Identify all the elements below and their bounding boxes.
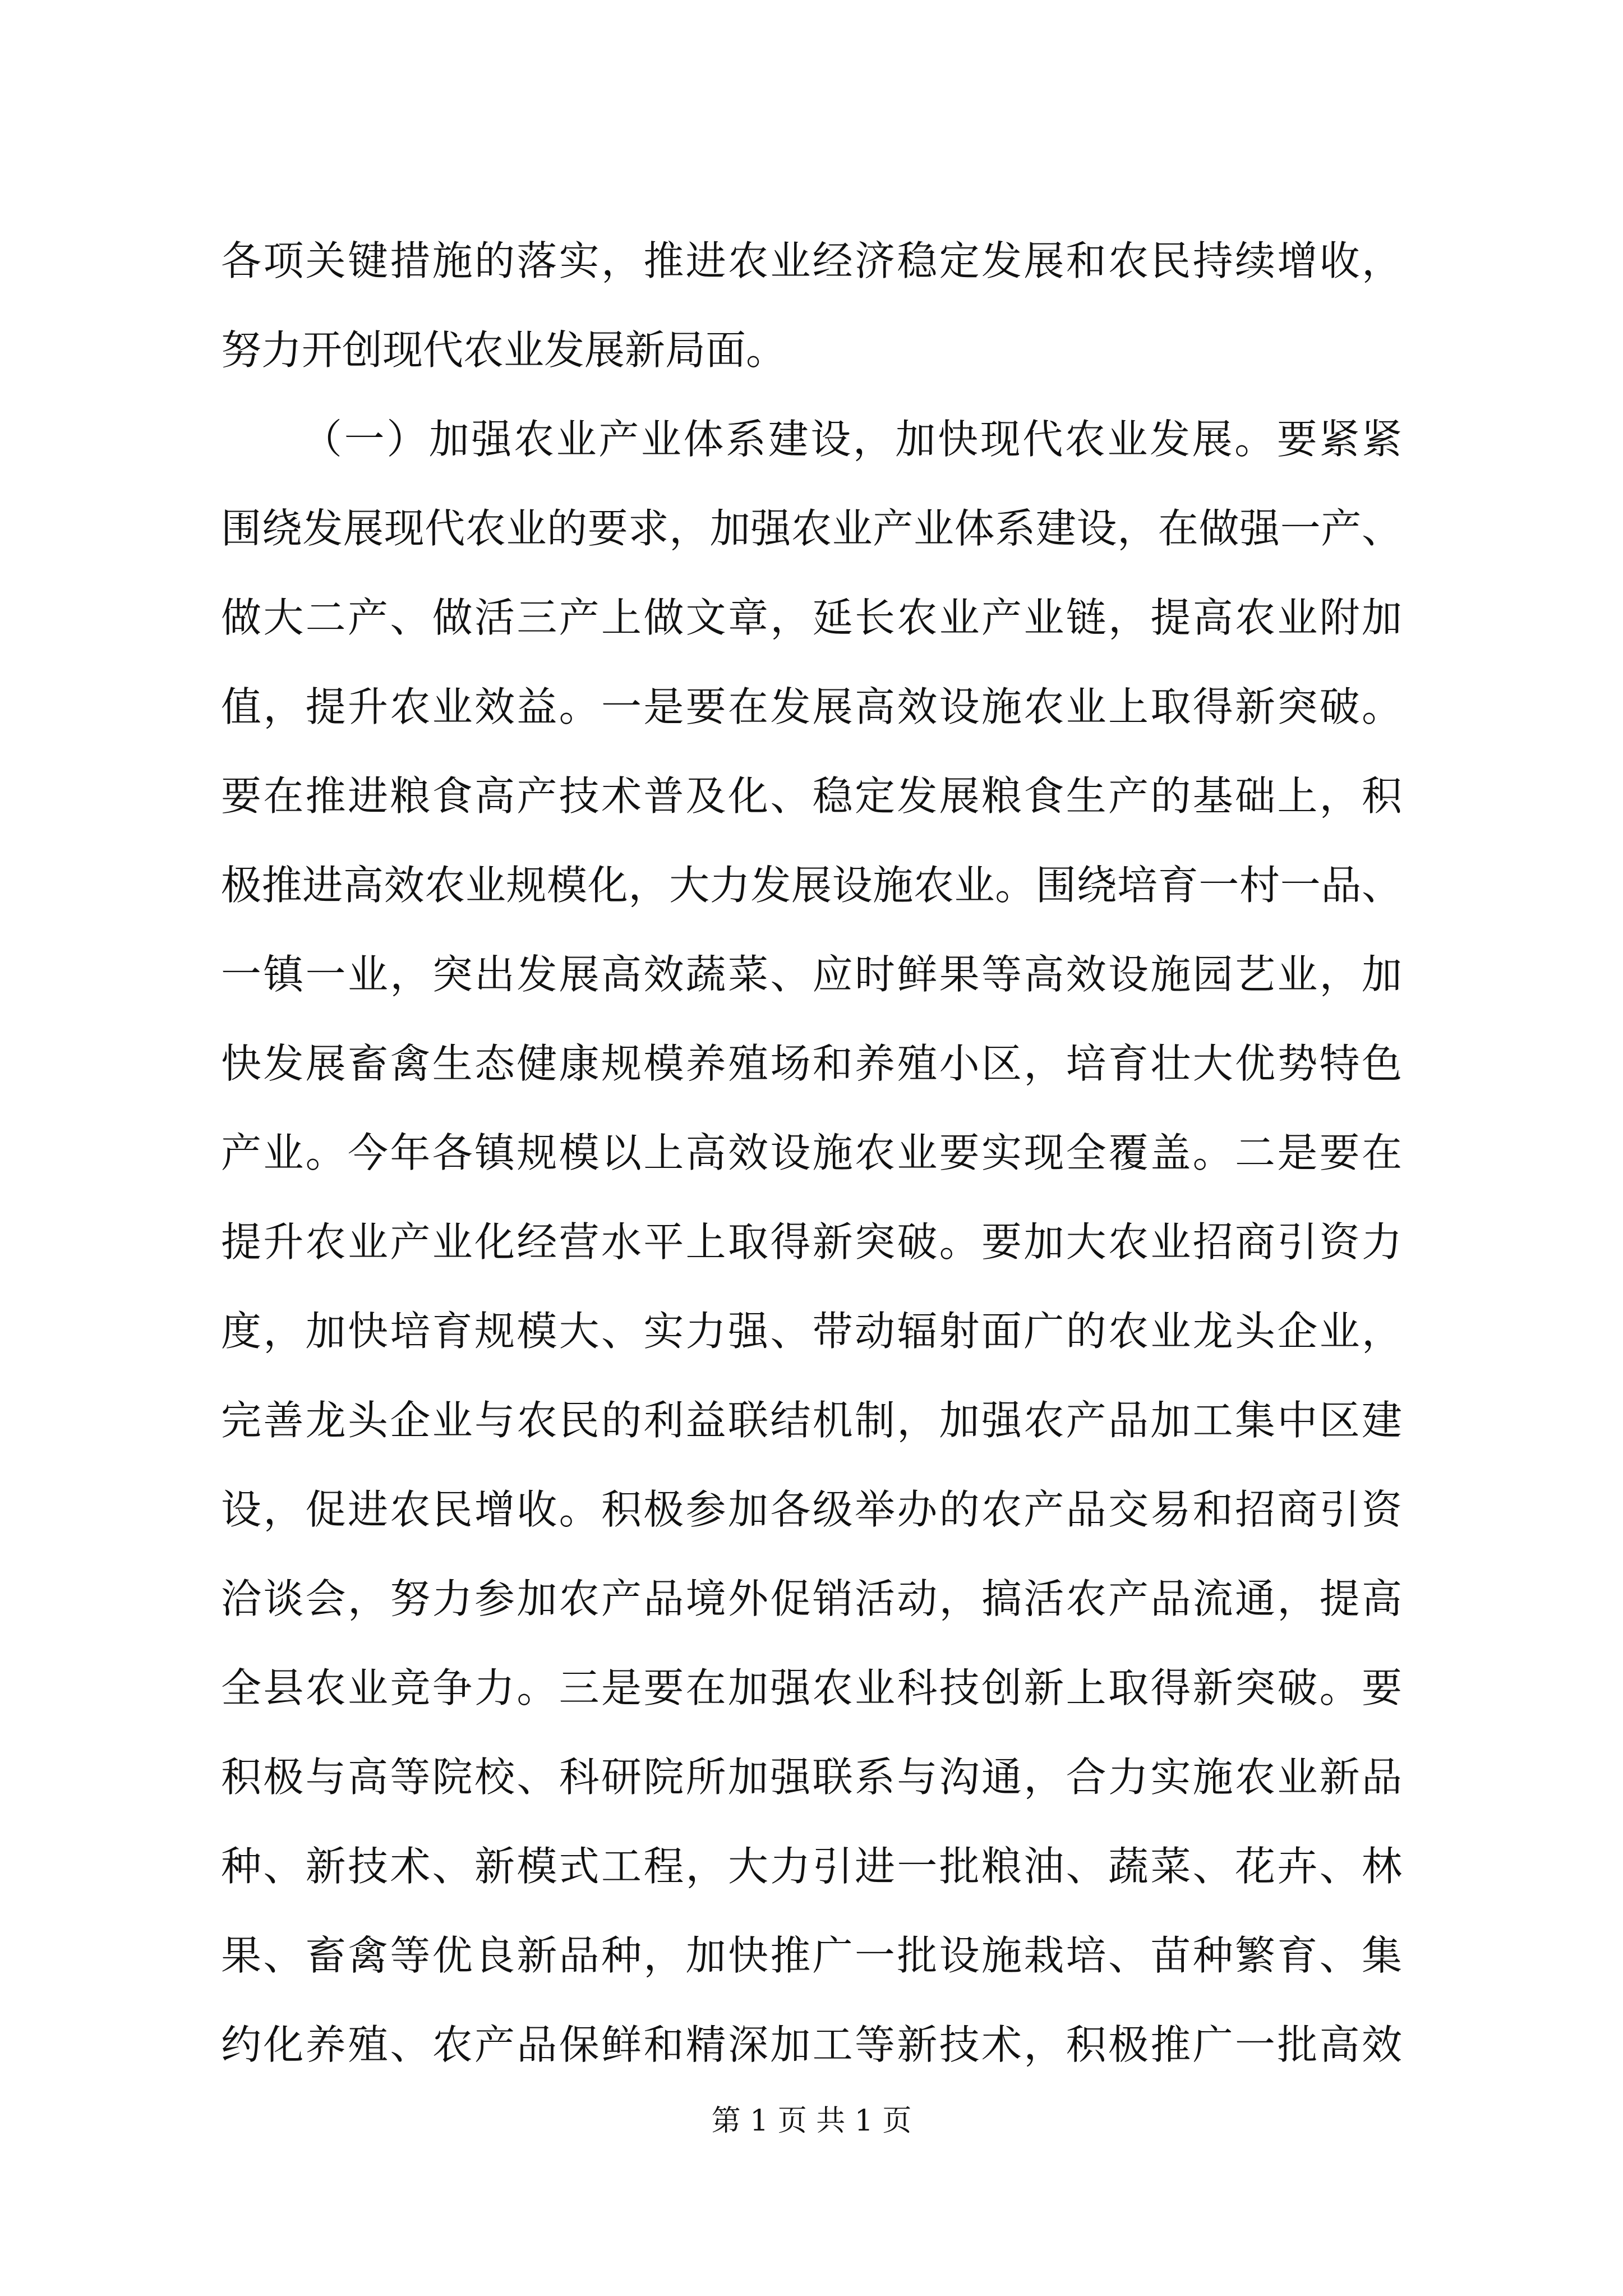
text-line-13: 度，加快培育规模大、实力强、带动辐射面广的农业龙头企业， [221, 1308, 1402, 1355]
text-line-20: 果、畜禽等优良新品种，加快推广一批设施栽培、苗种繁育、集 [221, 1932, 1402, 1979]
page-number: 第 1 页 共 1 页 [711, 2104, 912, 2138]
text-line-9: 一镇一业，突出发展高效蔬菜、应时鲜果等高效设施园艺业，加 [221, 951, 1402, 998]
body-text [221, 217, 1402, 2090]
text-line-15: 设，促进农民增收。积极参加各级举办的农产品交易和招商引资 [221, 1486, 1402, 1533]
text-line-19: 种、新技术、新模式工程，大力引进一批粮油、蔬菜、花卉、林 [221, 1843, 1402, 1890]
text-line-2: 努力开创现代农业发展新局面。 [221, 326, 787, 374]
text-line-3: （一）加强农业产业体系建设，加快现代农业发展。要紧紧 [302, 416, 1402, 463]
text-line-11: 产业。今年各镇规模以上高效设施农业要实现全覆盖。二是要在 [221, 1129, 1402, 1176]
text-line-5: 做大二产、做活三产上做文章，延长农业产业链，提高农业附加 [221, 594, 1402, 641]
text-line-4: 围绕发展现代农业的要求，加强农业产业体系建设，在做强一产、 [221, 505, 1402, 552]
text-line-14: 完善龙头企业与农民的利益联结机制，加强农产品加工集中区建 [221, 1397, 1402, 1444]
text-line-21: 约化养殖、农产品保鲜和精深加工等新技术，积极推广一批高效 [221, 2021, 1402, 2068]
text-line-6: 值，提升农业效益。一是要在发展高效设施农业上取得新突破。 [221, 683, 1402, 730]
text-line-18: 积极与高等院校、科研院所加强联系与沟通，合力实施农业新品 [221, 1754, 1402, 1801]
text-line-10: 快发展畜禽生态健康规模养殖场和养殖小区，培育壮大优势特色 [221, 1040, 1402, 1087]
text-line-7: 要在推进粮食高产技术普及化、稳定发展粮食生产的基础上，积 [221, 772, 1402, 820]
text-line-16: 洽谈会，努力参加农产品境外促销活动，搞活农产品流通，提高 [221, 1575, 1402, 1622]
text-line-12: 提升农业产业化经营水平上取得新突破。要加大农业招商引资力 [221, 1218, 1402, 1266]
text-line-8: 极推进高效农业规模化，大力发展设施农业。围绕培育一村一品、 [221, 862, 1402, 909]
text-line-1: 各项关键措施的落实，推进农业经济稳定发展和农民持续增收， [221, 237, 1402, 284]
text-line-17: 全县农业竞争力。三是要在加强农业科技创新上取得新突破。要 [221, 1664, 1402, 1711]
page-footer [0, 2101, 1623, 2141]
